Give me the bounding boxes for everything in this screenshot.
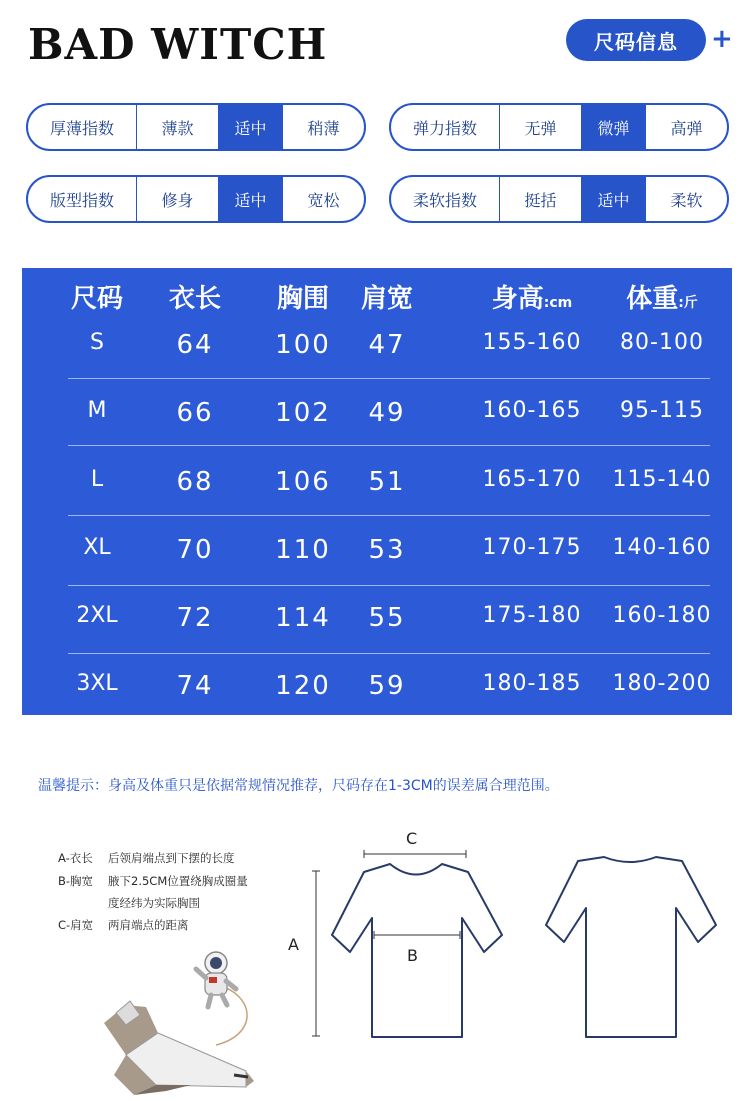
cell-chest: 110 <box>275 535 331 565</box>
index-option: 稍薄 <box>282 105 364 149</box>
measure-line <box>58 892 200 914</box>
table-row <box>22 398 732 438</box>
cell-size: L <box>90 467 104 492</box>
index-option: 柔软 <box>645 177 727 221</box>
cell-chest: 106 <box>275 467 331 497</box>
tee-front-diagram <box>282 825 517 1050</box>
row-divider <box>68 445 710 446</box>
cell-chest: 102 <box>275 398 331 428</box>
plus-icon[interactable]: + <box>711 24 733 54</box>
measure-line <box>58 914 189 936</box>
index-option: 薄款 <box>136 105 218 149</box>
brand-logo: BAD WITCH <box>28 20 328 69</box>
cell-shoulder: 49 <box>368 398 406 428</box>
header-length: 衣长 <box>168 284 221 314</box>
height-unit: :cm <box>543 295 573 311</box>
sizing-tip: 温馨提示：身高及体重只是依据常规情况推荐，尺码存在1-3CM的误差属合理范围。 <box>38 778 559 794</box>
index-option: 宽松 <box>282 177 364 221</box>
cell-chest: 100 <box>275 330 331 360</box>
cell-height: 170-175 <box>482 535 582 560</box>
measure-key: B-胸宽 <box>58 874 94 888</box>
index-label: 版型指数 <box>49 190 114 210</box>
cell-length: 68 <box>176 467 214 497</box>
fit-index <box>26 175 366 223</box>
cell-weight: 160-180 <box>612 603 712 628</box>
cell-shoulder: 55 <box>368 603 406 633</box>
cell-height: 155-160 <box>482 330 582 355</box>
tee-back-diagram <box>540 855 720 1050</box>
row-divider <box>68 585 710 586</box>
header-size: 尺码 <box>70 284 123 314</box>
header-height-label: 身高 <box>491 284 544 314</box>
measure-text: 后领肩端点到下摆的长度 <box>108 851 235 865</box>
shuttle-icon <box>104 1001 254 1095</box>
cell-shoulder: 51 <box>368 467 406 497</box>
cell-length: 70 <box>176 535 214 565</box>
header-weight-label: 体重 <box>626 284 679 314</box>
size-info-button[interactable]: 尺码信息 <box>566 19 706 61</box>
cell-weight: 115-140 <box>612 467 712 492</box>
table-row <box>22 671 732 711</box>
cell-height: 180-185 <box>482 671 582 696</box>
cell-size: M <box>87 398 107 423</box>
measure-key: C-肩宽 <box>58 918 94 932</box>
elasticity-index <box>389 103 729 151</box>
cell-chest: 114 <box>275 603 331 633</box>
cell-weight: 140-160 <box>612 535 712 560</box>
tee-back-shape <box>546 857 716 1037</box>
size-table <box>22 268 732 715</box>
index-option-selected: 微弹 <box>581 105 645 149</box>
row-divider <box>68 515 710 516</box>
index-option-selected: 适中 <box>218 177 282 221</box>
cell-shoulder: 53 <box>368 535 406 565</box>
cell-length: 66 <box>176 398 214 428</box>
space-shuttle-illustration <box>96 945 271 1095</box>
label-a: A <box>288 935 299 954</box>
cell-weight: 95-115 <box>620 398 704 423</box>
softness-index <box>389 175 729 223</box>
thickness-index <box>26 103 366 151</box>
cell-shoulder: 59 <box>368 671 406 701</box>
measure-key: A-衣长 <box>58 851 93 865</box>
weight-unit: :斤 <box>678 295 698 311</box>
header-weight <box>607 278 717 315</box>
measure-line <box>58 847 235 869</box>
index-option-selected: 适中 <box>218 105 282 149</box>
cell-weight: 80-100 <box>620 330 704 355</box>
header-shoulder: 肩宽 <box>360 284 413 314</box>
cell-length: 74 <box>176 671 214 701</box>
cell-weight: 180-200 <box>612 671 712 696</box>
table-row <box>22 535 732 575</box>
cell-height: 175-180 <box>482 603 582 628</box>
index-label: 弹力指数 <box>412 118 477 138</box>
index-option: 修身 <box>136 177 218 221</box>
index-label: 柔软指数 <box>412 190 477 210</box>
cell-length: 72 <box>176 603 214 633</box>
cell-size: 3XL <box>76 671 118 696</box>
table-row <box>22 330 732 370</box>
measure-text: 腋下2.5CM位置绕胸成圈量 <box>108 874 248 888</box>
measure-text: 度经纬为实际胸围 <box>108 896 200 910</box>
table-header <box>22 278 732 318</box>
index-option: 无弹 <box>499 105 581 149</box>
label-b: B <box>407 946 418 965</box>
cell-height: 160-165 <box>482 398 582 423</box>
header-height <box>462 278 602 315</box>
header-chest: 胸围 <box>276 284 329 314</box>
cell-height: 165-170 <box>482 467 582 492</box>
index-option: 挺括 <box>499 177 581 221</box>
cell-shoulder: 47 <box>368 330 406 360</box>
row-divider <box>68 378 710 379</box>
measure-text: 两肩端点的距离 <box>108 918 189 932</box>
cell-size: 2XL <box>76 603 118 628</box>
cell-length: 64 <box>176 330 214 360</box>
table-row <box>22 603 732 643</box>
cell-size: XL <box>83 535 111 560</box>
row-divider <box>68 653 710 654</box>
cell-chest: 120 <box>275 671 331 701</box>
index-option: 高弹 <box>645 105 727 149</box>
table-row <box>22 467 732 507</box>
measure-line <box>58 870 248 892</box>
astronaut-icon <box>196 952 236 1007</box>
index-option-selected: 适中 <box>581 177 645 221</box>
index-label: 厚薄指数 <box>49 118 114 138</box>
label-c: C <box>406 829 418 848</box>
cell-size: S <box>90 330 104 355</box>
